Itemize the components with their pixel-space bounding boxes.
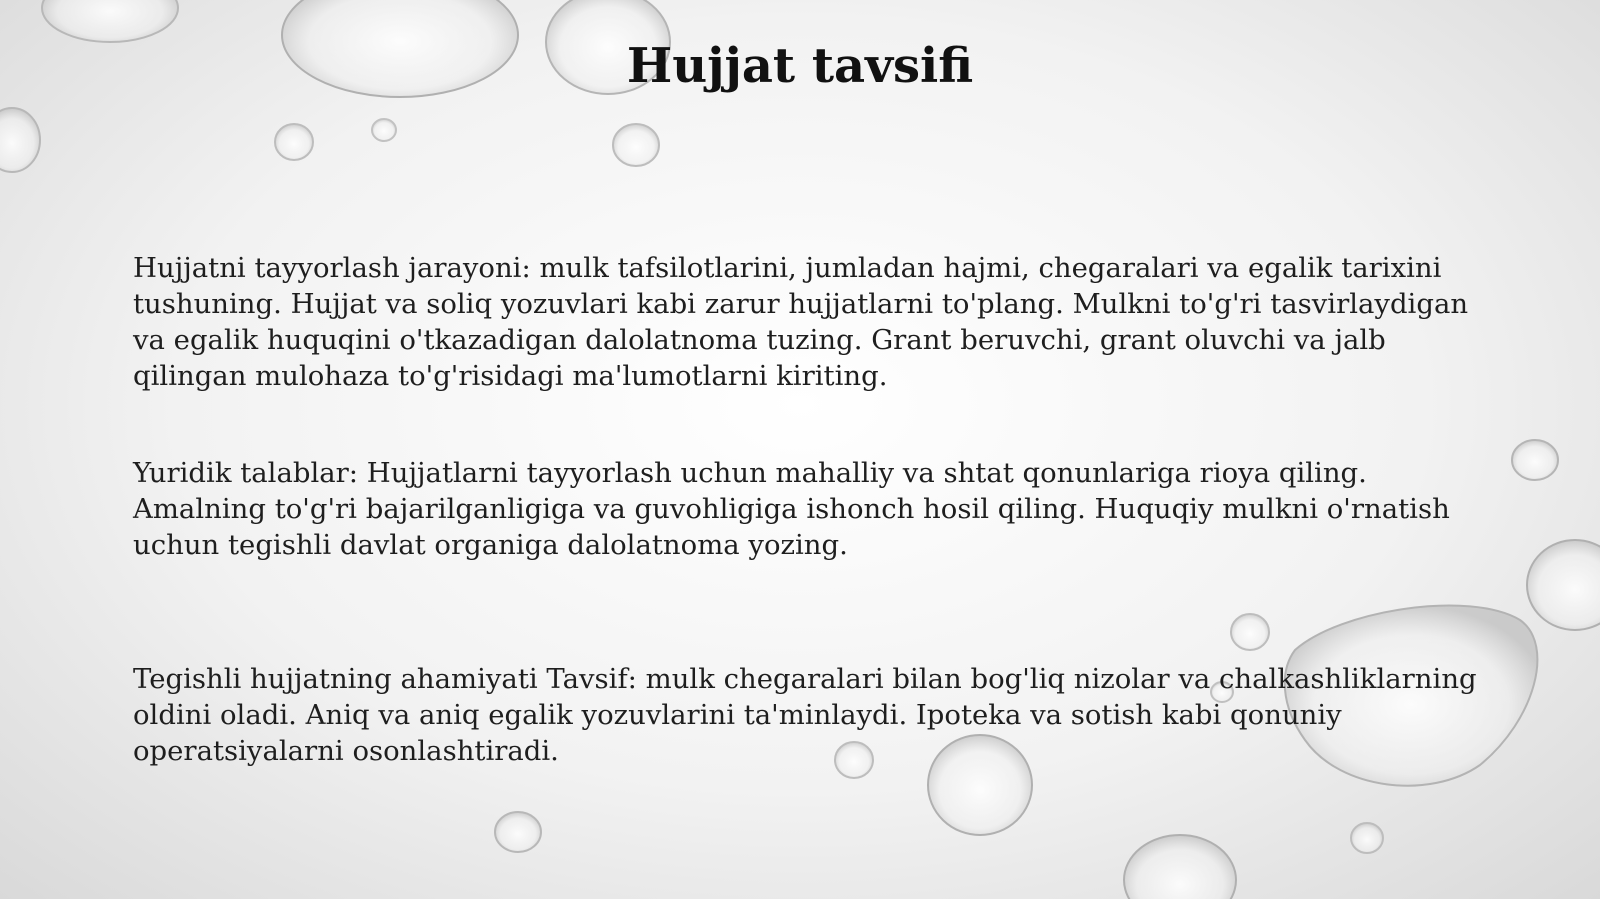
paragraph-importance: Tegishli hujjatning ahamiyati Tavsif: mulk chegaralari bilan bog'liq nizolar va chalkashliklarning oldini oladi. Aniq va aniq egalik yozuvlarini ta'minlaydi. Ipoteka va sotish kabi qonuniy operatsiyalarni osonlashtiradi.	[133, 663, 1477, 767]
paragraph-document-preparation: Hujjatni tayyorlash jarayoni: mulk tafsilotlarini, jumladan hajmi, chegaralari va egalik tarixini tushuning. Hujjat va soliq yozuvlari kabi zarur hujjatlarni to'plang. Mulkni to'g'ri tasvirlaydigan va egalik huquqini o'tkazadigan dalolatnoma tuzing. Grant beruvchi, grant oluvchi va jalb qilingan mulohaza to'g'risidagi ma'lumotlarni kiriting.	[133, 252, 1469, 392]
paragraph-legal-requirements: Yuridik talablar: Hujjatlarni tayyorlash uchun mahalliy va shtat qonunlariga rioya qiling. Amalning to'g'ri bajarilganligiga va guvohligiga ishonch hosil qiling. Huquqiy mulkni o'rnatish uchun tegishli davlat organiga dalolatnoma yozing.	[133, 457, 1450, 561]
slide-title: Hujjat tavsifi	[626, 38, 974, 94]
